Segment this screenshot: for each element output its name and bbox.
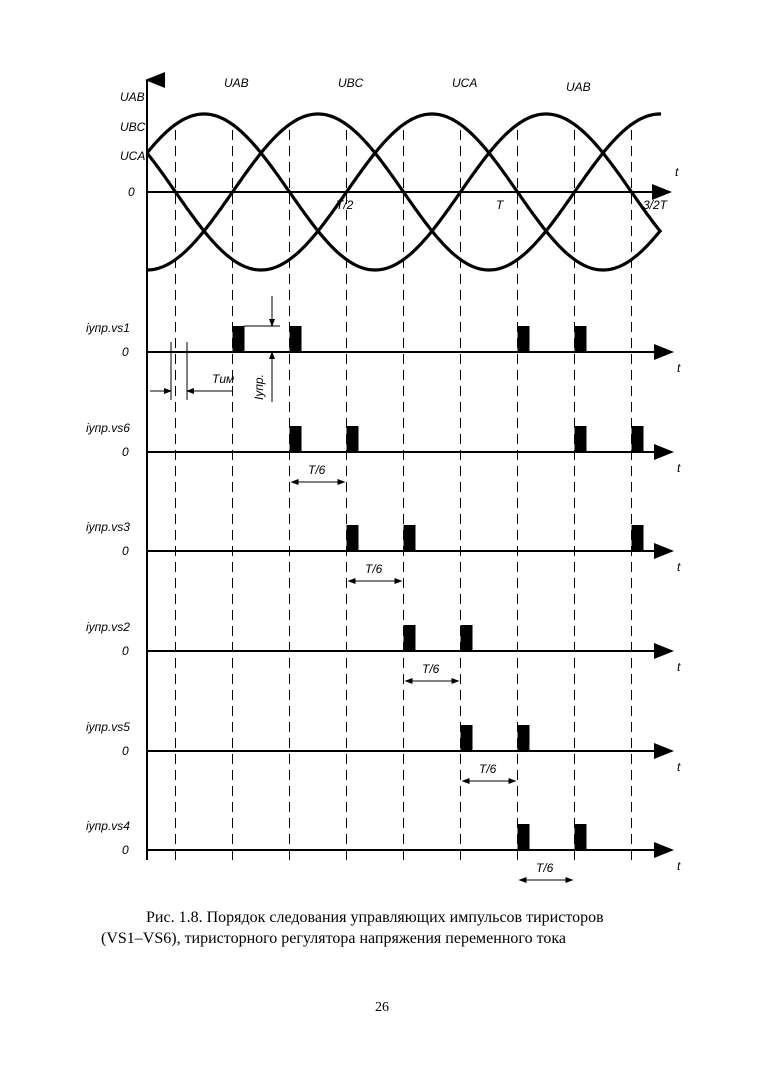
control-pulse xyxy=(346,426,358,452)
control-pulse xyxy=(517,725,529,751)
pulse-panel-label: iупр.vs4 xyxy=(86,819,130,833)
control-pulse xyxy=(290,426,302,452)
y-label-uca: UCA xyxy=(120,149,146,163)
t6-label: T/6 xyxy=(422,662,440,676)
caption-line-1: Рис. 1.8. Порядок следования управляющих импульсов тиристоров xyxy=(146,909,604,926)
control-pulse xyxy=(632,525,644,551)
control-pulse xyxy=(575,426,587,452)
control-pulse xyxy=(517,824,529,850)
wave-label-ubc: UBC xyxy=(338,76,364,90)
control-pulse xyxy=(404,525,416,551)
control-pulse xyxy=(290,326,302,352)
control-pulse xyxy=(461,625,473,651)
pulse-panel-t: t xyxy=(677,760,681,774)
t6-label: T/6 xyxy=(364,562,383,576)
pulse-panel-zero: 0 xyxy=(122,843,129,857)
y-label-uab: UAB xyxy=(120,90,145,104)
voltage-panel xyxy=(120,76,679,270)
control-pulse xyxy=(575,824,587,850)
t6-label: T/6 xyxy=(479,762,497,776)
wave-label-uab-1: UAB xyxy=(224,76,249,90)
control-pulse xyxy=(233,326,245,352)
pulse-panel-zero: 0 xyxy=(122,345,129,359)
control-pulse xyxy=(632,426,644,452)
pulse-panel-zero: 0 xyxy=(122,445,129,459)
control-pulse xyxy=(346,525,358,551)
t6-label: T/6 xyxy=(308,463,326,477)
iupr-label: Iупр. xyxy=(252,374,266,400)
wave-label-uab-2: UAB xyxy=(566,80,591,94)
tim-label: Tим xyxy=(212,372,235,386)
pulse-panel-label: iупр.vs2 xyxy=(86,620,130,634)
page-number: 26 xyxy=(375,1000,389,1015)
pulse-panel-label: iупр.vs6 xyxy=(86,421,130,435)
pulse-panel-t: t xyxy=(677,859,681,873)
voltage-axis-t: t xyxy=(675,165,679,179)
time-label-t: T xyxy=(496,198,504,212)
pulse-panel-t: t xyxy=(677,660,681,674)
annotations xyxy=(150,296,572,880)
t6-intervals xyxy=(292,463,573,880)
control-pulse xyxy=(517,326,529,352)
pulse-panel-label: iупр.vs3 xyxy=(86,520,130,534)
pulse-panel-label: iупр.vs5 xyxy=(86,720,130,734)
pulse-panel-zero: 0 xyxy=(122,544,129,558)
dashed-guidelines xyxy=(176,130,632,862)
y-label-ubc: UBC xyxy=(120,120,146,134)
wave-label-uca: UCA xyxy=(452,76,478,90)
time-label-three-halves: 3/2T xyxy=(643,198,668,212)
pulse-panel-t: t xyxy=(677,461,681,475)
pulse-panel-zero: 0 xyxy=(122,744,129,758)
caption-line-2: (VS1–VS6), тиристорного регулятора напряжения переменного тока xyxy=(101,930,566,947)
pulse-panel-label: iупр.vs1 xyxy=(86,321,130,335)
pulse-panel-t: t xyxy=(677,361,681,375)
time-label-half: T/2 xyxy=(336,198,354,212)
pulse-panel-zero: 0 xyxy=(122,644,129,658)
t6-label: T/6 xyxy=(535,861,554,875)
control-pulse xyxy=(461,725,473,751)
control-pulse xyxy=(404,625,416,651)
control-pulse xyxy=(575,326,587,352)
pulse-panel-t: t xyxy=(677,560,681,574)
y-label-zero: 0 xyxy=(128,185,135,199)
